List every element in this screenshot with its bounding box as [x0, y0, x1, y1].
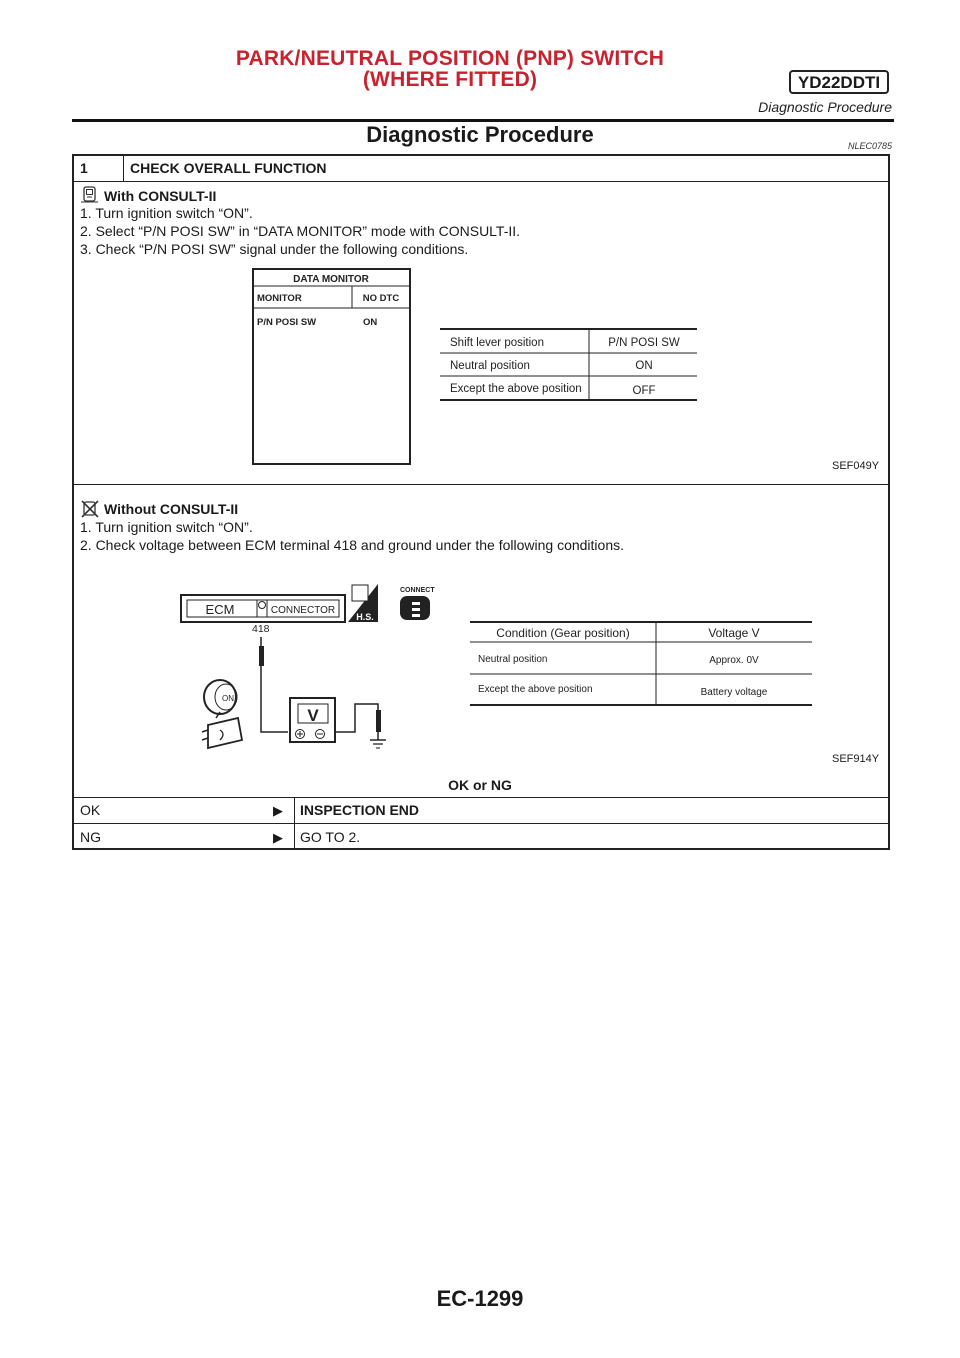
- figure-ref-sef049y: SEF049Y: [832, 460, 880, 472]
- consult-icon: [79, 185, 101, 205]
- result-ng-action: GO TO 2.: [300, 829, 361, 845]
- voltage-table-row2-cond: Except the above position: [478, 684, 593, 695]
- voltage-table-header-1: Condition (Gear position): [496, 626, 630, 640]
- with-consult-title: With CONSULT-II: [104, 188, 217, 204]
- voltage-table-row1-cond: Neutral position: [478, 654, 548, 665]
- monitor-col1: MONITOR: [257, 293, 302, 304]
- monitor-col2: NO DTC: [362, 293, 400, 304]
- connect-label: CONNECT: [400, 587, 435, 594]
- shift-table-header-1: Shift lever position: [450, 337, 544, 349]
- voltage-table-header-2: Voltage V: [708, 626, 760, 640]
- voltage-table: [470, 621, 815, 709]
- result-divider-top: [72, 797, 890, 798]
- no-consult-icon: [79, 499, 101, 519]
- voltmeter-label: V: [307, 706, 319, 725]
- without-consult-step-1: 1. Turn ignition switch “ON”.: [80, 519, 253, 535]
- header-title-line1: PARK/NEUTRAL POSITION (PNP) SWITCH: [235, 47, 665, 70]
- header-title: [200, 48, 700, 90]
- result-ng-arrow-icon: ▶: [273, 830, 283, 845]
- monitor-value: ON: [363, 317, 378, 328]
- data-monitor-screen: [252, 268, 412, 466]
- shift-table-row1-value: ON: [635, 360, 653, 372]
- voltage-table-row1-value: Approx. 0V: [709, 655, 759, 666]
- shift-table-row2-value: OFF: [632, 385, 656, 397]
- voltage-table-row2-value: Battery voltage: [700, 687, 768, 698]
- section-code: NLEC0785: [847, 141, 892, 151]
- shift-table-header-2: P/N POSI SW: [608, 337, 680, 349]
- result-title: OK or NG: [448, 777, 512, 793]
- monitor-item: P/N POSI SW: [257, 317, 317, 328]
- without-consult-title: Without CONSULT-II: [104, 501, 239, 517]
- result-ok-label: OK: [80, 802, 101, 818]
- ecm-label: ECM: [205, 602, 235, 617]
- step-number: 1: [80, 160, 88, 176]
- result-ok-action: INSPECTION END: [300, 802, 420, 818]
- step-number-divider: [123, 155, 124, 181]
- result-ng-label: NG: [80, 829, 101, 845]
- with-consult-step-2: 2. Select “P/N POSI SW” in “DATA MONITOR” mode with CONSULT-II.: [80, 223, 521, 239]
- result-divider-mid: [72, 823, 890, 824]
- without-consult-step-2: 2. Check voltage between ECM terminal 418 and ground under the following conditions.: [80, 537, 624, 553]
- with-consult-step-1: 1. Turn ignition switch “ON”.: [80, 205, 253, 221]
- with-without-divider: [72, 484, 890, 485]
- connector-label: CONNECTOR: [270, 605, 336, 616]
- section-title: Diagnostic Procedure: [366, 122, 594, 147]
- figure-ref-sef914y: SEF914Y: [832, 753, 880, 765]
- with-consult-step-3: 3. Check “P/N POSI SW” signal under the following conditions.: [80, 241, 469, 257]
- shift-table-row1-cond: Neutral position: [450, 360, 530, 372]
- result-column-divider: [294, 797, 295, 849]
- ecm-voltage-diagram: [180, 580, 450, 760]
- hs-label: H.S.: [356, 612, 374, 622]
- monitor-title: DATA MONITOR: [293, 274, 369, 285]
- step-heading: CHECK OVERALL FUNCTION: [130, 160, 327, 176]
- header-subtitle: Diagnostic Procedure: [758, 99, 892, 115]
- engine-badge: YD22DDTI: [789, 70, 889, 94]
- page-number: EC-1299: [436, 1286, 524, 1311]
- header-title-line2: (WHERE FITTED): [362, 68, 538, 91]
- shift-table-row2-cond: Except the above position: [450, 383, 582, 395]
- result-ok-arrow-icon: ▶: [273, 803, 283, 818]
- key-on-label: ON: [222, 694, 234, 703]
- terminal-label: 418: [252, 623, 270, 635]
- step-heading-divider: [72, 181, 890, 182]
- shift-lever-table: [440, 328, 700, 404]
